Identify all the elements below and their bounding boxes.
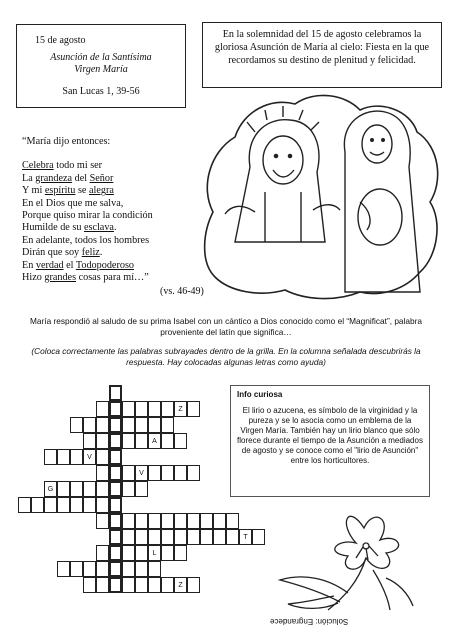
crossword-cell[interactable] [122,465,135,481]
gospel-reference: San Lucas 1, 39-56 [62,86,140,97]
feast-date: 15 de agosto [35,35,86,46]
crossword-cell[interactable]: L [148,545,161,561]
verse-reference: (vs. 46-49) [160,286,204,297]
lily-illustration [268,498,418,616]
poem-line: Y mi espíritu se alegra [22,185,114,197]
poem-line: En verdad el Todopoderoso [22,259,134,271]
crossword-cell[interactable] [83,481,96,497]
info-title: Info curiosa [237,390,283,399]
crossword-cell[interactable] [70,561,83,577]
info-body: El lirio o azucena, es símbolo de la virginidad y la pureza y se lo asocia como un emblema de la Virgen María. También hay un lirio blanco que sólo florece durante el tiempo de la Asunción a mediados de agosto y se conoce como el "lirio de Asunción" entre los horticultores. [237,406,423,465]
info-box [230,385,430,497]
crossword-cell[interactable] [96,577,109,593]
crossword-cell[interactable] [226,529,239,545]
crossword-cell[interactable] [174,513,187,529]
crossword-cell[interactable] [135,513,148,529]
crossword-cell[interactable] [135,561,148,577]
crossword-cell[interactable] [135,529,148,545]
crossword-cell[interactable] [83,561,96,577]
crossword-cell[interactable] [70,449,83,465]
crossword-key-cell[interactable] [109,481,122,497]
crossword-cell[interactable]: A [148,433,161,449]
crossword-cell[interactable] [135,577,148,593]
crossword-cell[interactable] [148,513,161,529]
poem-line: Hizo grandes cosas para mí…” [22,272,149,284]
crossword-cell[interactable] [148,529,161,545]
crossword-cell[interactable] [122,513,135,529]
crossword-cell[interactable] [122,545,135,561]
crossword-key-cell[interactable] [109,401,122,417]
crossword-cell[interactable] [135,401,148,417]
crossword-cell[interactable] [135,433,148,449]
crossword-cell[interactable] [96,433,109,449]
crossword-cell[interactable] [31,497,44,513]
crossword-cell[interactable] [70,497,83,513]
crossword-cell[interactable] [213,513,226,529]
crossword-key-cell[interactable] [109,465,122,481]
crossword-cell[interactable]: V [135,465,148,481]
crossword-cell[interactable] [161,529,174,545]
crossword-key-cell[interactable] [109,497,122,513]
crossword-cell[interactable] [148,561,161,577]
crossword-cell[interactable] [96,417,109,433]
poem-line: Porque quiso mirar la condición [22,210,153,222]
crossword-cell[interactable] [57,497,70,513]
crossword-cell[interactable] [57,449,70,465]
crossword-cell[interactable] [122,417,135,433]
crossword-cell[interactable] [161,401,174,417]
crossword-cell[interactable] [161,545,174,561]
crossword-cell[interactable] [96,401,109,417]
crossword-cell[interactable] [83,577,96,593]
crossword-cell[interactable] [161,417,174,433]
poem-line: Humilde de su esclava. [22,222,117,234]
feast-title-line2: Virgen María [74,64,128,75]
crossword-cell[interactable] [226,513,239,529]
crossword-cell[interactable] [96,465,109,481]
crossword-cell[interactable]: T [239,529,252,545]
crossword-cell[interactable] [135,545,148,561]
crossword-instructions: (Coloca correctamente las palabras subrayades dentro de la grilla. En la columna señalada descubrirás la respuesta. Hay colocadas algunas letras como ayuda) [31,346,421,367]
crossword-cell[interactable] [70,481,83,497]
crossword-cell[interactable] [135,481,148,497]
crossword-key-cell[interactable] [109,513,122,529]
crossword-cell[interactable] [174,545,187,561]
crossword-cell[interactable] [122,401,135,417]
crossword-cell[interactable] [122,577,135,593]
crossword-cell[interactable] [252,529,265,545]
crossword-cell[interactable] [122,561,135,577]
crossword-cell[interactable] [44,497,57,513]
crossword-cell[interactable] [83,433,96,449]
crossword-cell[interactable] [148,465,161,481]
crossword-cell[interactable] [122,433,135,449]
crossword-cell[interactable] [187,401,200,417]
crossword-cell[interactable] [18,497,31,513]
crossword-key-cell[interactable] [109,529,122,545]
crossword-cell[interactable] [161,577,174,593]
crossword-key-cell[interactable] [109,561,122,577]
magnificat-explanation: María respondió al saludo de su prima Isabel con un cántico a Dios conocido como el “Magnificat”, palabra proveniente del latín que significa… [29,316,422,337]
crossword-cell[interactable] [96,545,109,561]
crossword-cell[interactable] [161,513,174,529]
crossword-cell[interactable] [96,561,109,577]
crossword-cell[interactable] [174,529,187,545]
crossword-cell[interactable] [57,481,70,497]
poem-line: La grandeza del Señor [22,172,114,184]
crossword-cell[interactable] [57,561,70,577]
intro-text: En la solemnidad del 15 de agosto celebramos la gloriosa Asunción de María al cielo: Fiesta en la que recordamos su destino de plenitud y felicidad. [214,29,430,66]
crossword-cell[interactable] [122,481,135,497]
crossword-cell[interactable] [200,513,213,529]
crossword-cell[interactable] [70,417,83,433]
crossword-cell[interactable] [187,577,200,593]
poem-opening: “María dijo entonces: [22,136,111,147]
crossword-cell[interactable] [83,417,96,433]
crossword-cell[interactable] [135,417,148,433]
crossword-cell[interactable] [122,529,135,545]
solution-text: Solución: Engrandece [270,617,349,626]
crossword-cell[interactable] [174,465,187,481]
crossword-key-cell[interactable] [109,385,122,401]
crossword-cell[interactable] [96,481,109,497]
crossword-cell[interactable] [44,449,57,465]
crossword-cell[interactable] [187,513,200,529]
crossword-cell[interactable] [148,401,161,417]
crossword-key-cell[interactable] [109,433,122,449]
crossword-key-cell[interactable] [109,545,122,561]
crossword-key-cell[interactable] [109,577,122,593]
crossword-cell[interactable] [161,465,174,481]
crossword-cell[interactable] [174,433,187,449]
crossword-cell[interactable] [161,433,174,449]
crossword-cell[interactable] [83,497,96,513]
crossword-cell[interactable]: Z [174,401,187,417]
crossword-cell[interactable] [96,513,109,529]
crossword-cell[interactable]: G [44,481,57,497]
poem-line: En adelante, todos los hombres [22,234,150,246]
poem-line: Celebra todo mi ser [22,160,103,172]
crossword-cell[interactable] [213,529,226,545]
crossword-key-cell[interactable] [109,417,122,433]
crossword-cell[interactable] [96,449,109,465]
crossword-key-cell[interactable] [109,449,122,465]
crossword-cell[interactable] [96,497,109,513]
crossword-cell[interactable] [187,465,200,481]
crossword-cell[interactable]: V [83,449,96,465]
crossword-cell[interactable] [148,577,161,593]
poem-line: En el Dios que me salva, [22,197,124,209]
poem-line: Dirán que soy feliz. [22,247,103,259]
crossword-cell[interactable] [187,529,200,545]
feast-title-line1: Asunción de la Santísima [50,52,152,63]
crossword-cell[interactable]: Z [174,577,187,593]
crossword-cell[interactable] [200,529,213,545]
crossword-cell[interactable] [148,417,161,433]
